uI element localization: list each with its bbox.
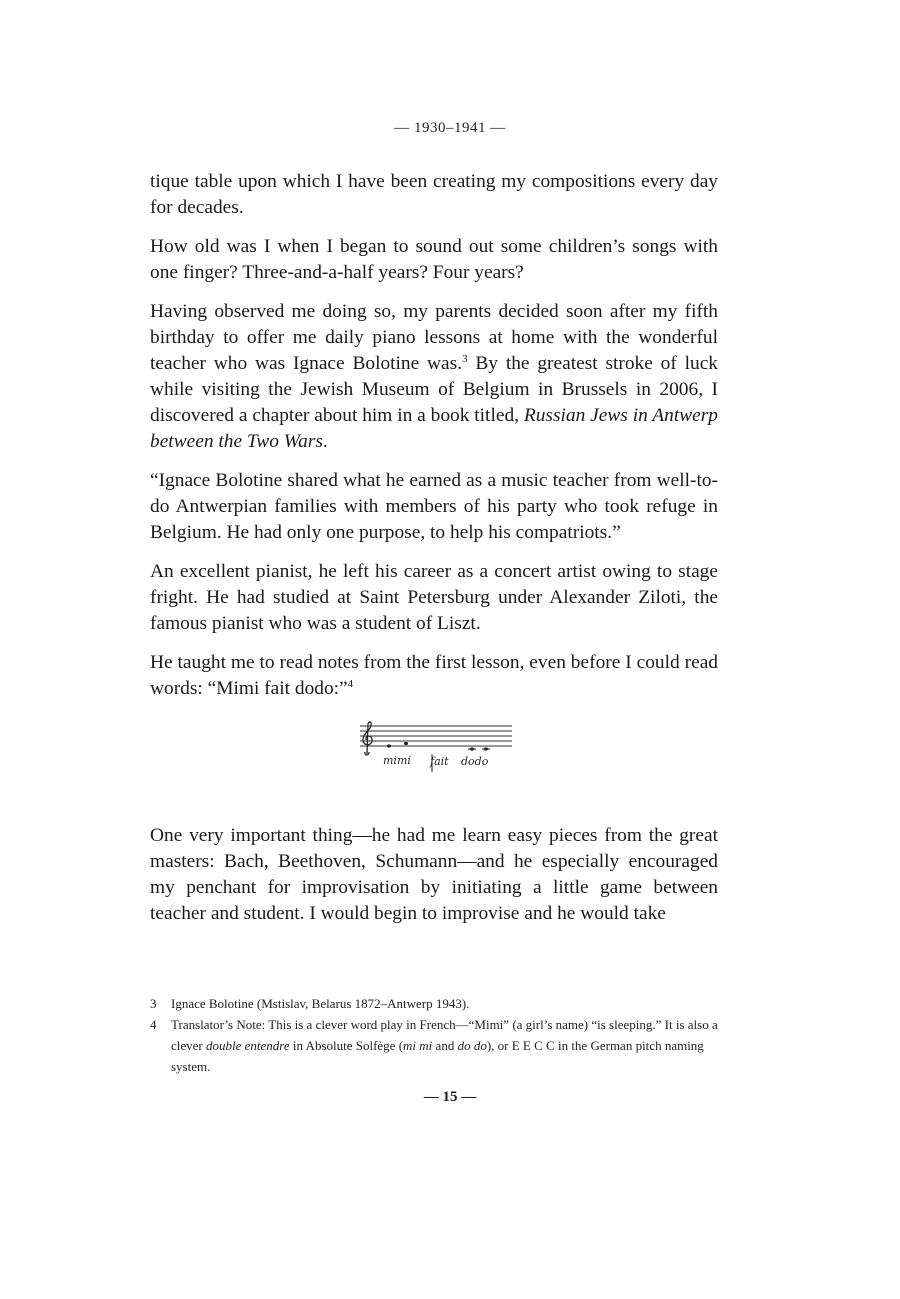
book-title: Russian Jews in Antwerp between the Two Wars (150, 405, 718, 452)
staff-notation-image (355, 720, 515, 780)
page-number: — 15 — (423, 1089, 477, 1105)
footnote-4-italic-2: mi mi (403, 1038, 433, 1053)
footnotes (150, 993, 718, 1077)
paragraph-6-text: He taught me to read notes from the first lesson, even before I could read words: “Mimi fait dodo:” (150, 652, 718, 699)
paragraph-7: One very important thing—he had me learn easy pieces from the great masters: Bach, Beethoven, Schumann—and he especially encouraged my penchant for improvisation by initiating a little game between teacher and student. I would begin to improvise and he would take (150, 825, 718, 924)
paragraph-6 (150, 650, 718, 702)
paragraph-1: tique table upon which I have been creating my compositions every day for decades. (150, 171, 718, 218)
footnote-4-italic-1: double entendre (206, 1038, 290, 1053)
lyric-mimi: mimi (383, 754, 411, 767)
footnote-4-text-b: in Absolute Solfège ( (289, 1038, 404, 1053)
body-text (150, 169, 718, 927)
paragraph-2: How old was I when I began to sound out some children’s songs with one finger? Three-and-a-half years? Four years? (150, 236, 718, 283)
treble-clef-icon (363, 722, 372, 755)
paragraph-3-text-c: . (322, 431, 328, 452)
paragraph-3-text-b: By the greatest stroke of luck while visiting the Jewish Museum of Belgium in Brussels in 2006, I discovered a chapter about him in a book titled, (150, 353, 718, 426)
music-notation-figure (150, 720, 718, 792)
lyric-fait: fait (430, 755, 449, 768)
footnote-4 (150, 1014, 718, 1077)
footnote-4-italic-3: do do (457, 1038, 487, 1053)
lyric-dodo: dodo (461, 755, 489, 768)
footnote-text (171, 1014, 718, 1077)
footnote-ref-4[interactable]: 4 (347, 678, 354, 690)
paragraph-3-text-a: Having observed me doing so, my parents decided soon after my fifth birthday to offer me daily piano lessons at home with the wonderful teacher who was Ignace Bolotine was. (150, 301, 718, 374)
footnote-3 (150, 993, 718, 1014)
footnote-number: 4 (150, 1017, 157, 1032)
footnote-text: Ignace Bolotine (Mstislav, Belarus 1872–Antwerp 1943). (171, 996, 470, 1011)
footnote-ref-3[interactable]: 3 (462, 353, 468, 365)
footnote-number: 3 (150, 996, 157, 1011)
footnote-4-text-a: Translator’s Note: This is a clever word play in French—“Mimi” (a girl’s name) “is sleeping.” It is also a clever (171, 1017, 718, 1053)
running-head: — 1930–1941 — (394, 120, 506, 136)
footnote-4-text-d: ), or E E C C in the German pitch naming system. (171, 1038, 704, 1074)
paragraph-4: “Ignace Bolotine shared what he earned as a music teacher from well-to-do Antwerpian families with members of his party who took refuge in Belgium. He had only one purpose, to help his compatriots.” (150, 470, 718, 543)
footnote-4-text-c: and (432, 1038, 458, 1053)
paragraph-5: An excellent pianist, he left his career as a concert artist owing to stage fright. He had studied at Saint Petersburg under Alexander Ziloti, the famous pianist who was a student of Liszt. (150, 561, 718, 634)
paragraph-3 (150, 299, 718, 455)
